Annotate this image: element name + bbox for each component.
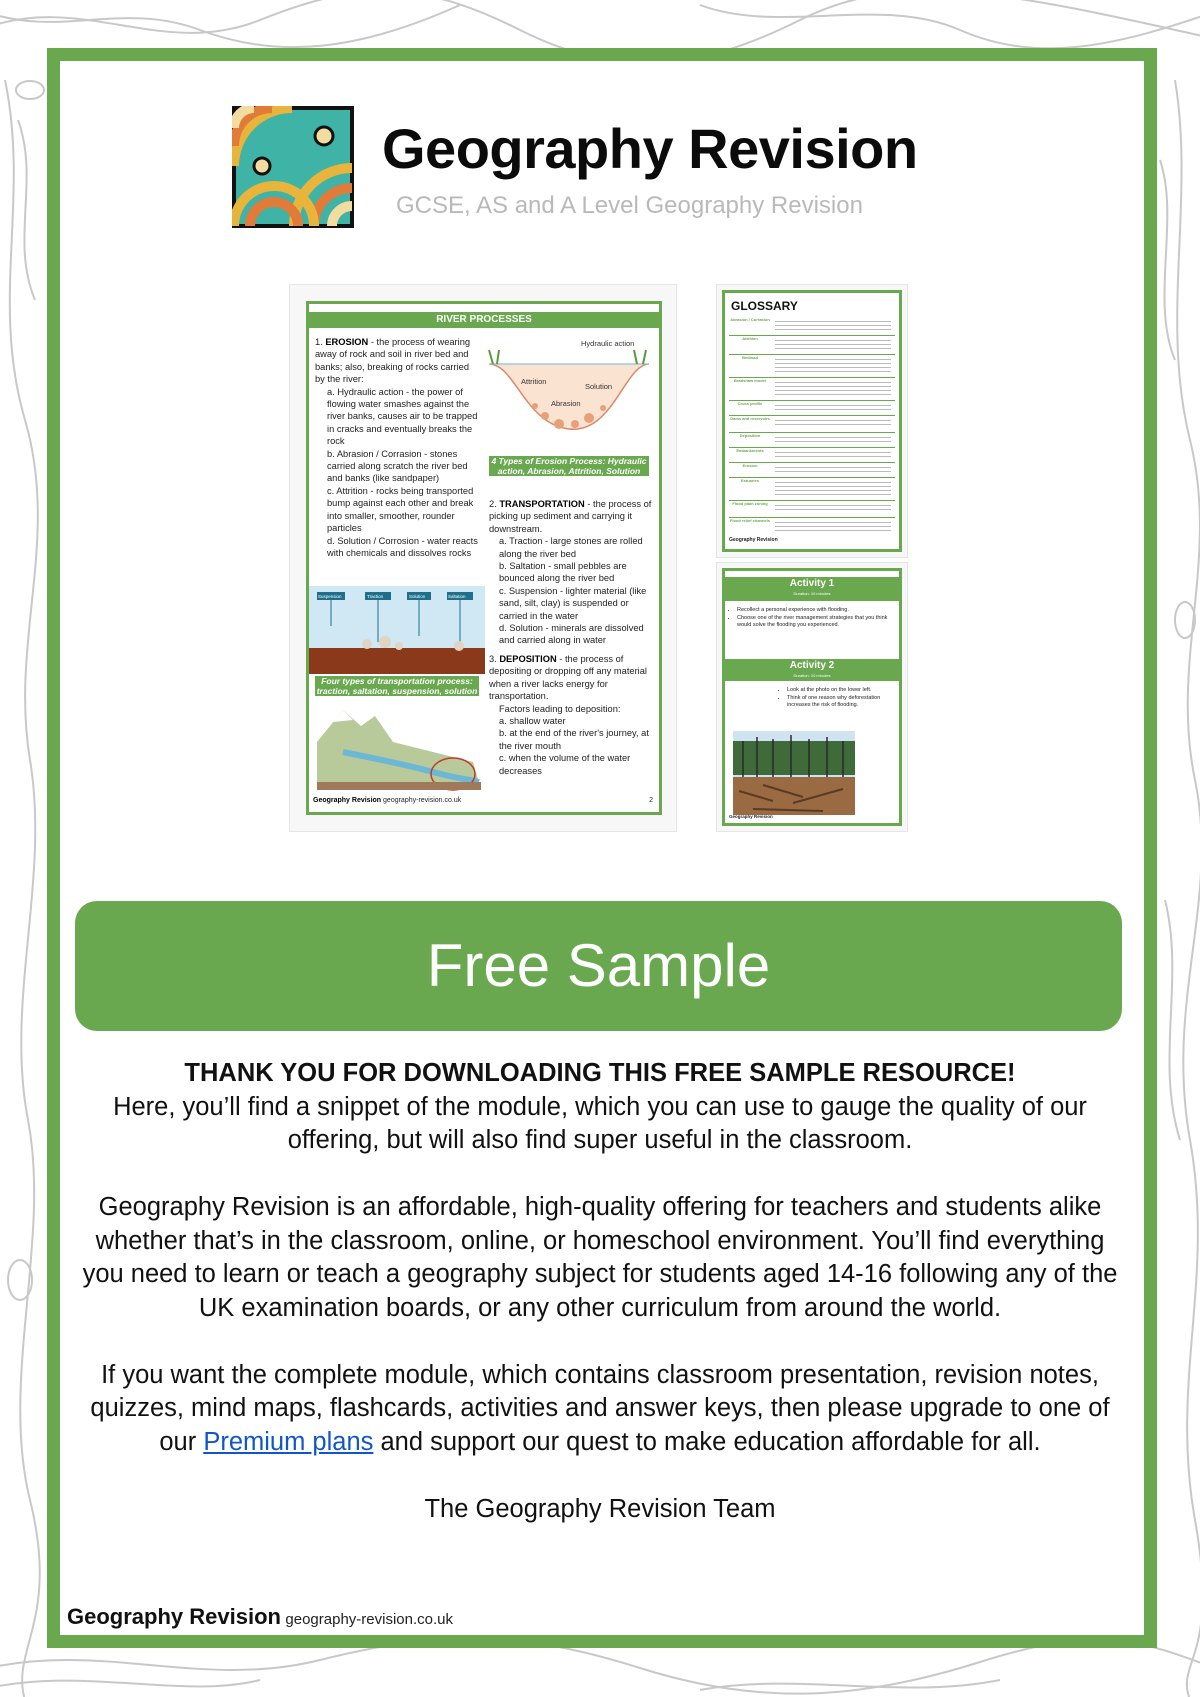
body-copy xyxy=(80,1057,1120,1526)
deforestation-photo xyxy=(733,731,855,815)
diagram-label-abrasion: Abrasion xyxy=(551,399,581,408)
glossary-table xyxy=(729,317,895,536)
concentric-circles-logo-icon xyxy=(232,106,354,228)
sample-page-number: 2 xyxy=(649,797,653,804)
glossary-term: Flood plain zoning xyxy=(732,501,768,506)
body-paragraph-1: Here, you’ll find a snippet of the module, which you can use to gauge the quality of our offering, but will also find super useful in the classroom. xyxy=(113,1092,1087,1154)
glossary-row xyxy=(729,433,895,448)
diagram-label-hydraulic: Hydraulic action xyxy=(581,339,635,348)
glossary-term: Cross profile xyxy=(737,401,763,406)
body-paragraph-3: If you want the complete module, which contains classroom presentation, revision notes, quizzes, mind maps, flashcards, activities and answer keys, then please upgrade to one of our Premium plans and support our quest to make education affordable for all. xyxy=(90,1360,1110,1456)
brand-header xyxy=(232,106,972,231)
brand-subtitle: GCSE, AS and A Level Geography Revision xyxy=(396,192,863,219)
thank-you-heading: THANK YOU FOR DOWNLOADING THIS FREE SAMPLE RESOURCE! xyxy=(184,1059,1016,1087)
sample-heading: RIVER PROCESSES xyxy=(309,312,659,328)
glossary-row xyxy=(729,401,895,416)
glossary-term: Bedload xyxy=(742,355,758,360)
transport-caption: Four types of transportation process: traction, saltation, suspension, solution xyxy=(316,676,478,696)
transport-label-solution: Solution xyxy=(409,594,426,599)
sample-page-glossary xyxy=(717,285,907,557)
river-landscape-illustration xyxy=(313,702,483,794)
glossary-term: Flood relief channels xyxy=(729,518,770,523)
footer-brand: Geography Revision xyxy=(67,1604,281,1629)
glossary-footer: Geography Revision xyxy=(729,537,778,543)
activity-2-list: • Look at the photo on the lower left. • Think of one reason why deforestation increases the risk of flooding. xyxy=(777,687,903,710)
glossary-row xyxy=(729,463,895,478)
sample-footer: Geography Revision geography-revision.co.uk 2 xyxy=(313,797,653,804)
activity-1-list: • Recollect a personal experience with flooding. • Choose one of the river management strategies that you think would solve the flooding you experienced. xyxy=(727,607,903,630)
premium-plans-link[interactable]: Premium plans xyxy=(203,1427,374,1456)
activity-2-header: Activity 2 Duration: 10 minutes xyxy=(725,659,899,681)
glossary-row xyxy=(729,478,895,501)
diagram-label-solution: Solution xyxy=(585,382,613,391)
glossary-row xyxy=(729,448,895,463)
sample-page-activities xyxy=(717,563,907,831)
transport-deposition-notes: 2. TRANSPORTATION - the process of picking up sediment and carrying it downstream. a. Traction - large stones are rolled along the river bed b. Saltation - small pebbles are bounced along the river bed c. Suspension - lighter material (like sand, silt, clay) is suspended or carried in the water d. Solution - minerals are dissolved and carried along in water 3. DEPOSITION - the process of depositing or dropping off any material when a river lacks energy for transportation. Factors leading to deposition: a. shallow water b. at the end of the river's journey, at the river mouth c. when the volume of the water decreases xyxy=(489,499,652,776)
page-footer xyxy=(67,1604,453,1630)
glossary-row xyxy=(729,317,895,336)
glossary-term: Embankments xyxy=(736,448,764,453)
glossary-term: Dams and reservoirs xyxy=(730,416,770,421)
glossary-term: Estuaries xyxy=(740,478,759,483)
glossary-row xyxy=(729,501,895,518)
signoff: The Geography Revision Team xyxy=(424,1494,776,1523)
activity-1-header: Activity 1 Duration: 10 minutes xyxy=(725,577,899,601)
erosion-caption: 4 Types of Erosion Process: Hydraulic action, Abrasion, Attrition, Solution xyxy=(489,456,649,476)
body-paragraph-2: Geography Revision is an affordable, high-quality offering for teachers and students alike whether that’s in the classroom, online, or homeschool environment. You’ll find everything you need to learn or teach a geography subject for students aged 14-16 following any of the UK examination boards, or any other curriculum from around the world. xyxy=(82,1193,1118,1322)
diagram-label-attrition: Attrition xyxy=(521,377,547,386)
transport-label-suspension: Suspension xyxy=(318,594,342,599)
glossary-term: Deposition xyxy=(739,433,761,438)
glossary-row xyxy=(729,378,895,401)
glossary-row xyxy=(729,518,895,536)
glossary-row xyxy=(729,336,895,355)
sample-page-river-processes xyxy=(290,285,676,831)
transport-label-traction: Traction xyxy=(367,594,384,599)
glossary-row xyxy=(729,416,895,433)
brand-title: Geography Revision xyxy=(382,117,918,180)
erosion-notes: 1. EROSION - the process of wearing away of rock and soil in river bed and banks; also, breaking of rocks carried by the river: a. Hydraulic action - the power of flowing water smashes against the river banks, causes air to be trapped in cracks and eventually breaks the rock b. Abrasion / Corrasion - stones carried along scratch the river bed and banks (like sandpaper) c. Attrition - rocks being transported bump against each other and break into smaller, smoother, rounder particles d. Solution / Corrosion - water reacts with chemicals and dissolves rocks xyxy=(315,337,478,558)
glossary-term: Abrasion / Corrasion xyxy=(730,317,770,322)
activity-footer: Geography Revision xyxy=(729,814,773,819)
erosion-diagram xyxy=(485,334,653,454)
footer-url: geography-revision.co.uk xyxy=(285,1611,453,1628)
transport-label-saltation: Saltation xyxy=(448,594,466,599)
glossary-term: Attrition xyxy=(742,336,758,341)
glossary-term: Erosion xyxy=(742,463,758,468)
glossary-row xyxy=(729,355,895,378)
transportation-diagram xyxy=(309,586,485,674)
glossary-title: GLOSSARY xyxy=(731,299,798,313)
glossary-term: Bradshaw model xyxy=(733,378,766,383)
free-sample-banner: Free Sample xyxy=(75,901,1122,1031)
